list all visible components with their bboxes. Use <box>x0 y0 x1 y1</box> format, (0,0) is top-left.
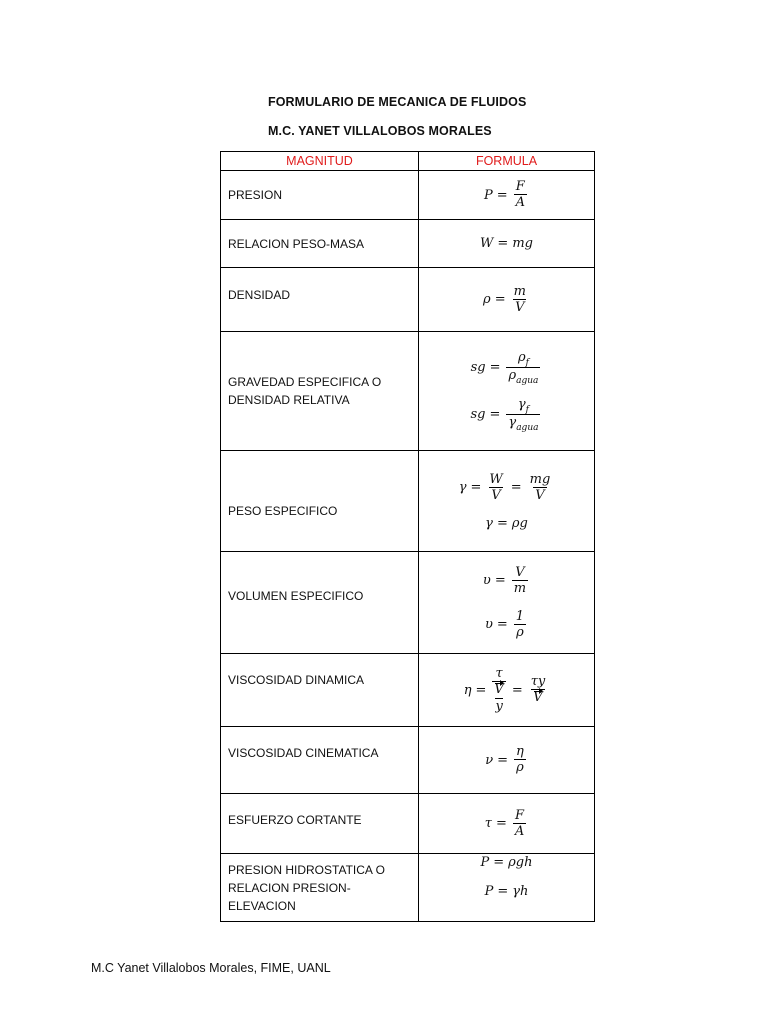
formula-weight-mass: W = mg <box>480 236 533 251</box>
magnitude-cell: ESFUERZO CORTANTE <box>221 794 419 854</box>
formula-specific-weight: γ = $\frac{W}{V}$ = $\frac{mg}{V}$ <box>458 471 551 503</box>
table-row <box>221 727 595 794</box>
magnitude-cell: DENSIDAD <box>221 268 419 332</box>
formula-cell <box>419 268 595 332</box>
formula-specific-gravity-weight: sg = $\frac{\gamma_f}{\gamma_{agua}}$ <box>470 397 539 433</box>
magnitude-cell: GRAVEDAD ESPECIFICA O DENSIDAD RELATIVA <box>221 332 419 451</box>
formula-kinematic-viscosity: ν = $\frac{\eta}{\rho}$ <box>485 744 524 775</box>
formula-cell <box>419 220 595 268</box>
document-author: M.C. YANET VILLALOBOS MORALES <box>268 124 492 138</box>
formula-cell <box>419 552 595 654</box>
table-header-row <box>221 152 595 171</box>
magnitude-cell: VOLUMEN ESPECIFICO <box>221 552 419 654</box>
table-row <box>221 451 595 552</box>
formula-cell <box>419 654 595 727</box>
magnitude-cell: VISCOSIDAD CINEMATICA <box>221 727 419 794</box>
formula-specific-volume-mass: υ = $\frac{V}{m}$ <box>482 564 527 596</box>
formula-pressure: P = $\frac{F}{A}$ <box>483 179 526 210</box>
magnitude-cell: PRESION HIDROSTATICA O RELACION PRESION-ELEVACION <box>221 854 419 922</box>
table-row <box>221 854 595 922</box>
column-header-formula: FORMULA <box>419 152 595 171</box>
table-row <box>221 268 595 332</box>
table-row <box>221 794 595 854</box>
formula-cell <box>419 171 595 220</box>
magnitude-cell: VISCOSIDAD DINAMICA <box>221 654 419 727</box>
formula-hydrostatic-density: P = ρgh <box>480 855 533 870</box>
formula-cell <box>419 451 595 552</box>
formula-cell <box>419 727 595 794</box>
table-row <box>221 171 595 220</box>
magnitude-cell: PRESION <box>221 171 419 220</box>
formula-cell <box>419 794 595 854</box>
table-row <box>221 220 595 268</box>
magnitude-cell: PESO ESPECIFICO <box>221 451 419 552</box>
formula-specific-weight-density: γ = ρg <box>485 515 528 531</box>
table-row <box>221 654 595 727</box>
table-row <box>221 332 595 451</box>
formula-specific-gravity-density: sg = $\frac{\rho_f}{\rho_{agua}}$ <box>470 350 539 386</box>
page-footer: M.C Yanet Villalobos Morales, FIME, UANL <box>91 961 331 975</box>
column-header-magnitud: MAGNITUD <box>221 152 419 171</box>
formula-cell <box>419 332 595 451</box>
formula-shear-stress: τ = $\frac{F}{A}$ <box>484 807 525 839</box>
magnitude-cell: RELACION PESO-MASA <box>221 220 419 268</box>
formula-table <box>220 151 595 922</box>
formula-density: ρ = $\frac{m}{V}$ <box>483 283 526 315</box>
table-row <box>221 552 595 654</box>
formula-dynamic-viscosity: η = τ V y = $\frac{\tau y}{V}$ <box>463 666 546 714</box>
document-title: FORMULARIO DE MECANICA DE FLUIDOS <box>268 95 527 109</box>
formula-cell <box>419 854 595 922</box>
formula-hydrostatic-weight: P = γh <box>484 884 529 899</box>
formula-specific-volume-density: υ = $\frac{1}{\rho}$ <box>484 608 525 640</box>
